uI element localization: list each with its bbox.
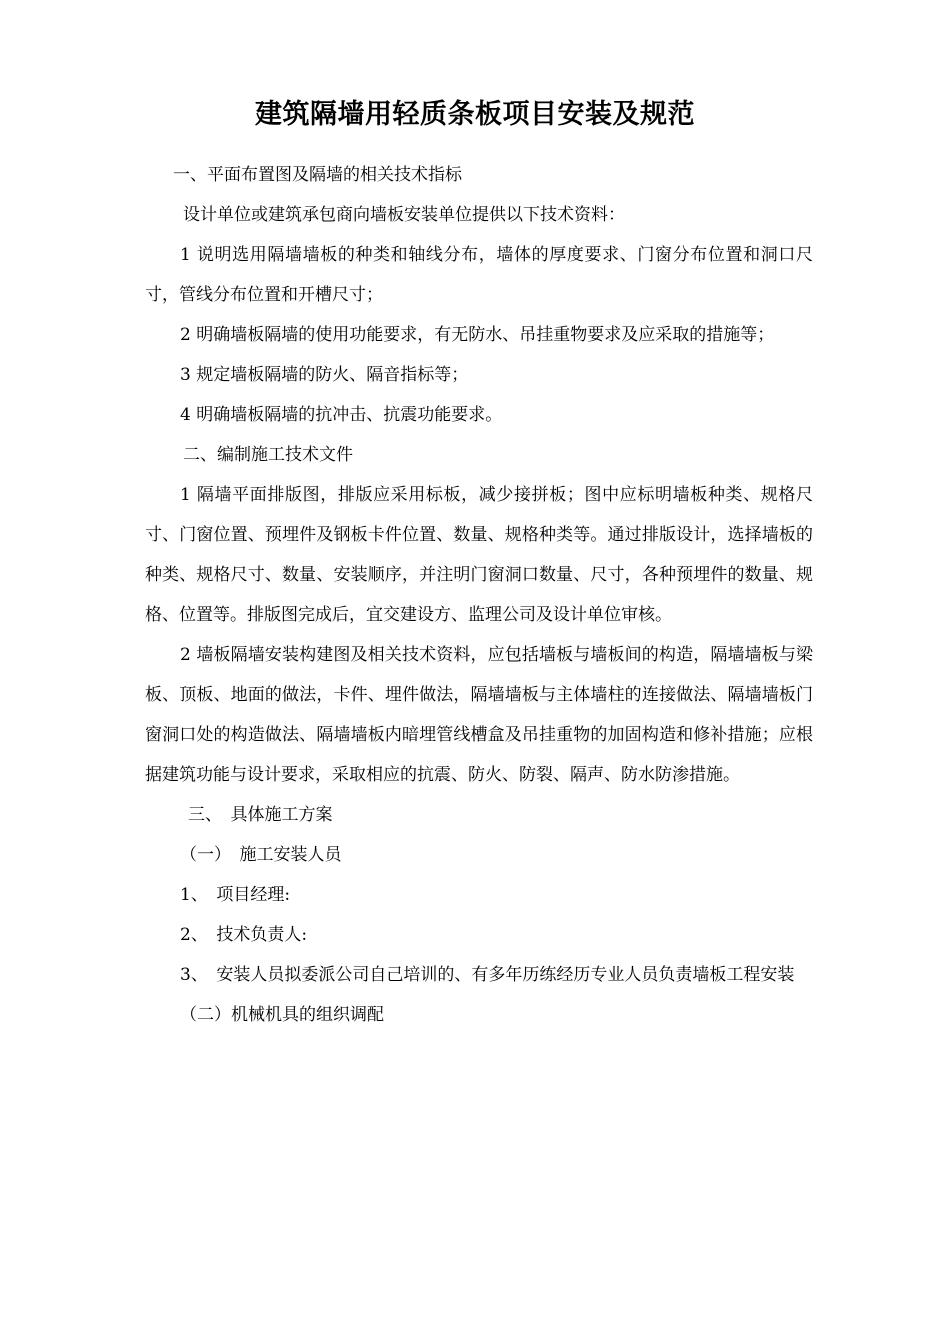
list-item-3-3: 3、 安装人员拟委派公司自己培训的、有多年历练经历专业人员负责墙板工程安装 (180, 965, 795, 985)
document-body (145, 155, 813, 1035)
subsection-heading-1: （一） 施工安装人员 (180, 845, 342, 865)
section-heading-3: 三、 具体施工方案 (188, 805, 333, 825)
list-item-3-1: 1、 项目经理: (180, 885, 291, 905)
list-item-2-1: 1 隔墙平面排版图，排版应采用标板，减少接拼板；图中应标明墙板种类、规格尺寸、门窗位置、预埋件及钢板卡件位置、数量、规格种类等。通过排版设计，选择墙板的种类、规格尺寸、数量、安装顺序，并注明门窗洞口数量、尺寸，各种预埋件的数量、规格、位置等。排版图完成后，宜交建设方、监理公司及设计单位审核。 (145, 485, 813, 625)
subsection-heading-2: （二）机械机具的组织调配 (180, 1005, 384, 1025)
section-heading-1: 一、平面布置图及隔墙的相关技术指标 (173, 165, 462, 185)
section-heading-2: 二、编制施工技术文件 (183, 445, 353, 465)
list-item-1-3: 3 规定墙板隔墙的防火、隔音指标等； (180, 365, 469, 385)
list-item-3-2: 2、 技术负责人: (180, 925, 308, 945)
list-item-1-4: 4 明确墙板隔墙的抗冲击、抗震功能要求。 (180, 405, 503, 425)
list-item-1-2: 2 明确墙板隔墙的使用功能要求，有无防水、吊挂重物要求及应采取的措施等； (180, 325, 775, 345)
list-item-1-1: 1 说明选用隔墙墙板的种类和轴线分布，墙体的厚度要求、门窗分布位置和洞口尺寸，管线分布位置和开槽尺寸； (145, 245, 813, 305)
list-item-2-2: 2 墙板隔墙安装构建图及相关技术资料，应包括墙板与墙板间的构造，隔墙墙板与梁板、顶板、地面的做法，卡件、埋件做法，隔墙墙板与主体墙柱的连接做法、隔墙墙板门窗洞口处的构造做法、隔墙墙板内暗埋管线槽盒及吊挂重物的加固构造和修补措施；应根据建筑功能与设计要求，采取相应的抗震、防火、防裂、隔声、防水防渗措施。 (145, 645, 813, 785)
paragraph-intro: 设计单位或建筑承包商向墙板安装单位提供以下技术资料： (183, 205, 625, 225)
document-title: 建筑隔墙用轻质条板项目安装及规范 (255, 99, 695, 130)
